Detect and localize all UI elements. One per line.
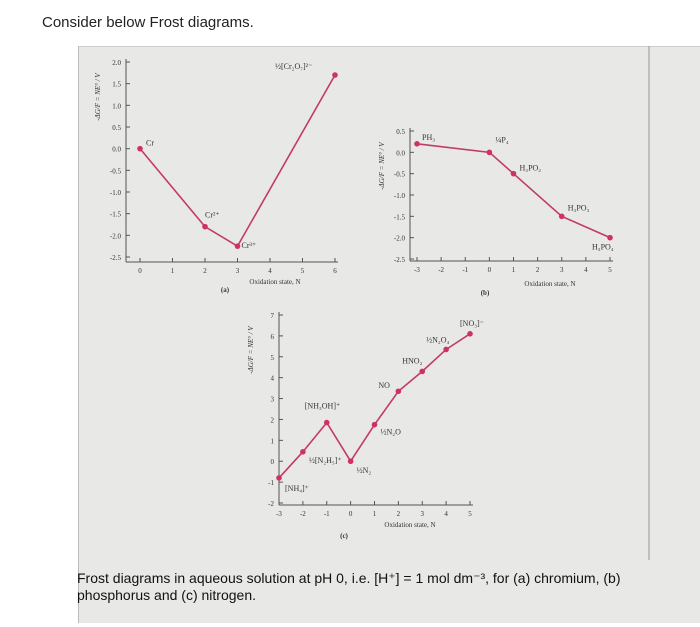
y-tick-label: 0.5 [396, 128, 405, 136]
figure-caption: Frost diagrams in aqueous solution at pH 0, i.e. [H⁺] = 1 mol dm⁻³, for (a) chromium, (b) phosphorus and (c) nitrogen. [77, 570, 621, 603]
data-label: Cr²⁺ [205, 210, 220, 220]
x-tick-label: 1 [372, 510, 377, 518]
x-tick-label: 0 [138, 267, 142, 275]
data-point [443, 347, 449, 353]
x-tick-label: 5 [468, 510, 472, 518]
y-tick-label: -0.5 [109, 167, 121, 176]
x-tick-label: 3 [235, 267, 240, 275]
x-tick-label: 0 [348, 510, 353, 518]
x-tick-label: 0 [487, 266, 492, 274]
data-point [559, 214, 565, 220]
x-tick-label: -3 [414, 266, 420, 274]
panel-label: (a) [220, 286, 230, 294]
y-tick-label: -0.5 [393, 170, 405, 179]
y-tick-label: -1 [268, 479, 274, 488]
x-tick-label: -3 [276, 510, 282, 518]
y-tick-label: 1 [270, 437, 274, 446]
y-tick-label: -2.5 [393, 256, 405, 264]
data-label: ½N₂ [356, 466, 372, 476]
y-tick-label: -1.5 [393, 213, 405, 222]
data-label: Cr [146, 138, 154, 148]
data-label: Cr³⁺ [241, 241, 257, 251]
y-tick-label: -1.0 [393, 192, 405, 200]
data-point [487, 150, 493, 156]
x-axis-label: Oxidation state, N [249, 278, 301, 286]
data-point [202, 224, 208, 230]
data-point [348, 458, 354, 464]
chart-panel-a [94, 59, 338, 294]
y-tick-label: -2 [268, 500, 274, 508]
y-tick-label: 4 [270, 374, 274, 383]
data-point [276, 475, 282, 481]
y-tick-label: -2.5 [109, 254, 121, 262]
y-tick-label: 2.0 [112, 59, 121, 67]
data-label: ½N₂O [380, 427, 401, 437]
data-point [419, 369, 425, 375]
chart-panel-c [247, 312, 484, 540]
data-point [300, 449, 306, 455]
data-label: PH₃ [422, 132, 436, 142]
x-axis-label: Oxidation state, N [524, 280, 576, 288]
x-tick-label: 4 [268, 267, 272, 275]
y-tick-label: 7 [270, 312, 274, 320]
panel-label: (b) [480, 289, 490, 297]
x-tick-label: 3 [420, 510, 424, 518]
y-tick-label: 1.5 [112, 80, 121, 89]
data-label: [NH₃OH]⁺ [304, 401, 341, 411]
x-tick-label: 2 [535, 266, 540, 274]
x-tick-label: 6 [333, 267, 337, 275]
data-label: H₃PO₂ [519, 163, 542, 173]
series-line [417, 144, 610, 238]
y-axis-label: -ΔG/F = NE° / V [247, 326, 255, 374]
data-label: ½[Cr₂O₇]²⁻ [275, 62, 313, 71]
y-tick-label: 3 [270, 395, 274, 404]
data-label: ½N₂O₄ [426, 335, 450, 345]
data-label: HNO₂ [402, 356, 423, 366]
y-tick-label: -2.0 [393, 234, 405, 243]
data-point [235, 243, 241, 249]
y-tick-label: 1.0 [112, 102, 121, 111]
series-line [140, 75, 335, 246]
question-title: Consider below Frost diagrams. [42, 14, 254, 31]
y-tick-label: 0 [270, 458, 274, 467]
y-tick-label: 0.0 [396, 149, 405, 158]
y-tick-label: 0.0 [112, 145, 121, 154]
x-tick-label: 5 [608, 266, 612, 274]
data-label: [NO₃]⁻ [460, 318, 484, 328]
x-tick-label: 2 [203, 267, 207, 275]
y-tick-label: 0.5 [112, 124, 121, 132]
y-tick-label: 5 [270, 353, 274, 362]
x-axis-label: Oxidation state, N [384, 521, 436, 529]
data-point [396, 388, 402, 394]
y-axis-label: -ΔG/F = NE° / V [378, 142, 386, 190]
data-label: [NH₄]⁺ [285, 483, 309, 493]
data-label: ¼P₄ [495, 135, 509, 145]
y-tick-label: 6 [270, 332, 274, 341]
data-point [137, 146, 143, 152]
data-label: H₃PO₃ [567, 203, 590, 213]
x-tick-label: -2 [299, 510, 306, 518]
chart-panel-b [378, 128, 614, 297]
data-point [372, 422, 378, 428]
x-tick-label: 4 [444, 510, 448, 518]
data-point [467, 331, 473, 337]
x-tick-label: -2 [438, 266, 445, 274]
data-point [511, 171, 517, 177]
y-tick-label: 2 [270, 416, 274, 425]
data-point [414, 141, 420, 147]
x-tick-label: 1 [511, 266, 516, 274]
x-tick-label: -1 [462, 266, 469, 274]
panel-label: (c) [340, 532, 348, 540]
x-tick-label: 4 [584, 266, 588, 274]
y-tick-label: -1.0 [109, 189, 121, 197]
data-label: ½[N₂H₅]⁺ [308, 455, 342, 465]
y-axis-label: -ΔG/F = NE° / V [94, 73, 102, 121]
data-point [607, 235, 613, 241]
x-tick-label: 5 [300, 267, 305, 275]
x-tick-label: 3 [560, 266, 564, 274]
data-label: NO [378, 381, 390, 391]
data-point [332, 72, 338, 78]
y-tick-label: -1.5 [109, 210, 121, 219]
x-tick-label: -1 [323, 510, 330, 518]
x-tick-label: 1 [170, 267, 175, 275]
x-tick-label: 2 [396, 510, 401, 518]
y-tick-label: -2.0 [109, 232, 121, 241]
data-point [324, 420, 330, 426]
data-label: H₃PO₄ [592, 242, 614, 252]
